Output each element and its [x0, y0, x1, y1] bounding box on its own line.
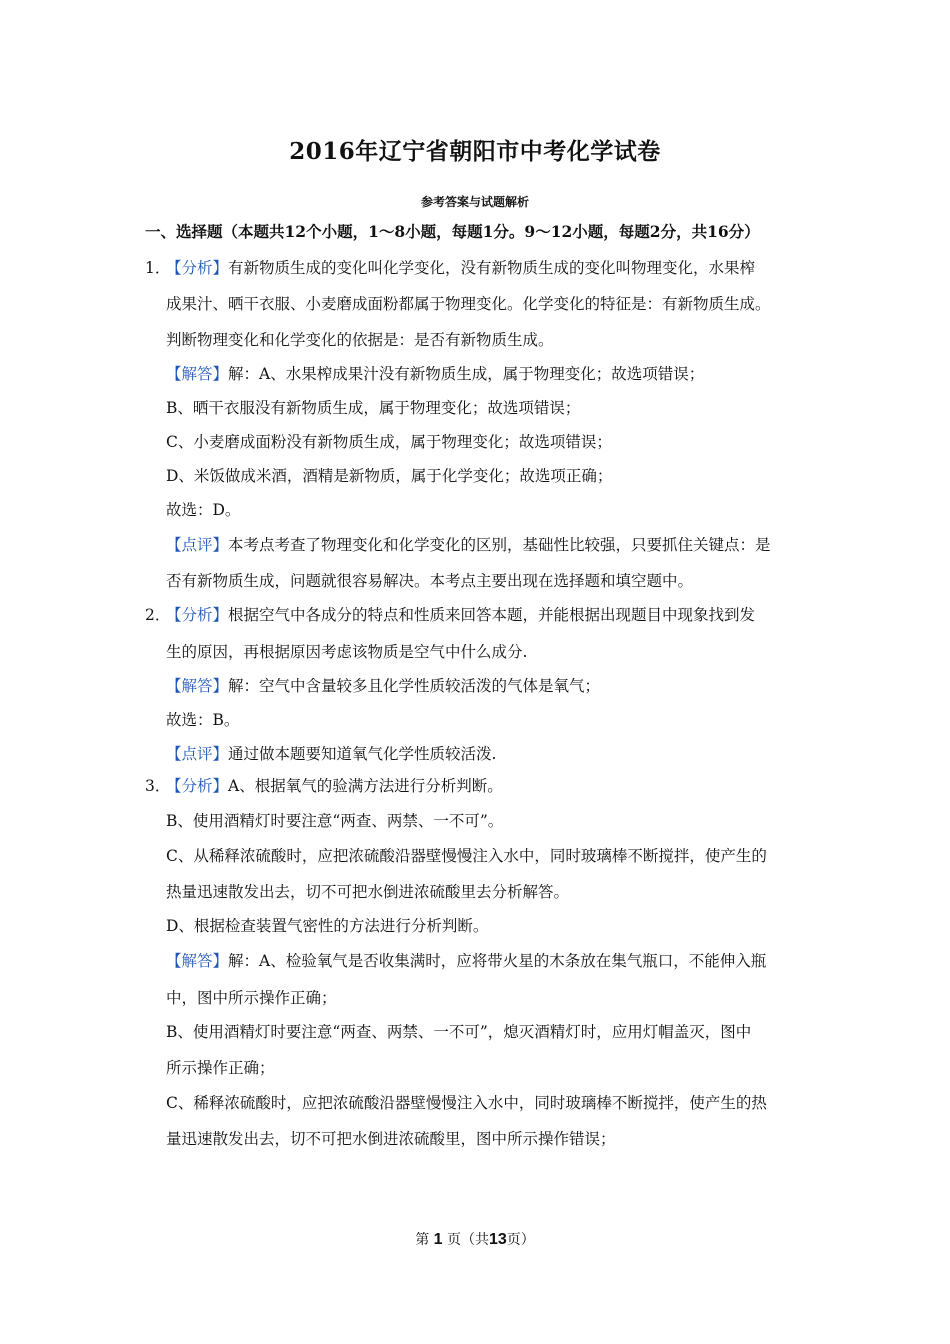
q2-analysis-text: 根据空气中各成分的特点和性质来回答本题，并能根据出现题目中现象找到发 [228, 606, 756, 624]
q3-analysis-line-4: 热量迅速散发出去，切不可把水倒进浓硫酸里去分析解答。 [166, 883, 570, 901]
footer-prefix: 第 [415, 1232, 430, 1248]
q2-analysis-line-2: 生的原因，再根据原因考虑该物质是空气中什么成分. [166, 643, 528, 661]
q3-answer-line-4: 所示操作正确； [166, 1059, 275, 1077]
q1-answer-text: 解：A、水果榨成果汁没有新物质生成，属于物理变化；故选项错误； [228, 365, 705, 383]
q3-answer-line-6: 量迅速散发出去，切不可把水倒进浓硫酸里，图中所示操作错误； [166, 1130, 616, 1148]
page-title: 2016年辽宁省朝阳市中考化学试卷 [289, 138, 661, 165]
q2-answer-line-2: 故选：B。 [166, 711, 240, 729]
question-2-number: 2． [145, 606, 171, 624]
q1-analysis-text: 有新物质生成的变化叫化学变化，没有新物质生成的变化叫物理变化，水果榨 [228, 259, 756, 277]
q3-answer-text: 解：A、检验氧气是否收集满时，应将带火星的木条放在集气瓶口，不能伸入瓶 [228, 952, 767, 970]
q1-answer-line-3: C、小麦磨成面粉没有新物质生成，属于物理变化；故选项错误； [166, 433, 612, 451]
page-footer [0, 1229, 950, 1249]
page-subtitle: 参考答案与试题解析 [420, 195, 529, 209]
q3-answer-line-1 [166, 951, 766, 971]
analysis-tag: 【分析】 [166, 777, 229, 795]
q3-analysis-line-1 [166, 776, 503, 796]
q2-answer-line-1 [166, 676, 600, 696]
question-1-number: 1． [145, 259, 171, 277]
q2-comment-line-1 [166, 744, 496, 764]
analysis-tag: 【分析】 [166, 606, 229, 624]
q1-comment-line-2: 否有新物质生成，问题就很容易解决。本考点主要出现在选择题和填空题中。 [166, 572, 694, 590]
footer-total-pages: 13 [489, 1231, 507, 1248]
q1-comment-text: 本考点考查了物理变化和化学变化的区别，基础性比较强，只要抓住关键点：是 [228, 536, 771, 554]
q3-analysis-line-3: C、从稀释浓硫酸时，应把浓硫酸沿器壁慢慢注入水中，同时玻璃棒不断搅拌，使产生的 [166, 847, 767, 865]
q1-comment-line-1 [166, 535, 771, 555]
q2-answer-text: 解：空气中含量较多且化学性质较活泼的气体是氧气； [228, 677, 601, 695]
q1-answer-line-1 [166, 364, 704, 384]
q1-analysis-line-1 [166, 258, 755, 278]
q1-analysis-line-3: 判断物理变化和化学变化的依据是：是否有新物质生成。 [166, 331, 554, 349]
section-heading: 一、选择题（本题共12个小题，1～8小题，每题1分。9～12小题，每题2分，共16分） [145, 222, 760, 241]
q3-analysis-line-5: D、根据检查装置气密性的方法进行分析判断。 [166, 917, 489, 935]
footer-suffix: 页） [506, 1232, 535, 1248]
analysis-tag: 【分析】 [166, 259, 229, 277]
footer-page-number: 1 [433, 1231, 443, 1248]
footer-mid: 页（共 [447, 1232, 489, 1248]
answer-tag: 【解答】 [166, 952, 229, 970]
q1-analysis-line-2: 成果汁、晒干衣服、小麦磨成面粉都属于物理变化。化学变化的特征是：有新物质生成。 [166, 295, 771, 313]
q3-analysis-line-2: B、使用酒精灯时要注意“两查、两禁、一不可”。 [166, 812, 504, 830]
q2-analysis-line-1 [166, 605, 755, 625]
q2-comment-text: 通过做本题要知道氧气化学性质较活泼. [228, 745, 497, 763]
q3-answer-line-3: B、使用酒精灯时要注意“两查、两禁、一不可”，熄灭酒精灯时，应用灯帽盖灭，图中 [166, 1023, 752, 1041]
answer-tag: 【解答】 [166, 365, 229, 383]
q1-answer-line-5: 故选：D。 [166, 501, 241, 519]
q1-answer-line-2: B、晒干衣服没有新物质生成，属于物理变化；故选项错误； [166, 399, 581, 417]
q3-answer-line-2: 中，图中所示操作正确； [166, 989, 337, 1007]
comment-tag: 【点评】 [166, 536, 229, 554]
answer-tag: 【解答】 [166, 677, 229, 695]
q3-analysis-text: A、根据氧气的验满方法进行分析判断。 [228, 777, 503, 795]
q1-answer-line-4: D、米饭做成米酒，酒精是新物质，属于化学变化；故选项正确； [166, 467, 613, 485]
question-3-number: 3． [145, 777, 171, 795]
comment-tag: 【点评】 [166, 745, 229, 763]
q3-answer-line-5: C、稀释浓硫酸时，应把浓硫酸沿器壁慢慢注入水中，同时玻璃棒不断搅拌，使产生的热 [166, 1094, 767, 1112]
